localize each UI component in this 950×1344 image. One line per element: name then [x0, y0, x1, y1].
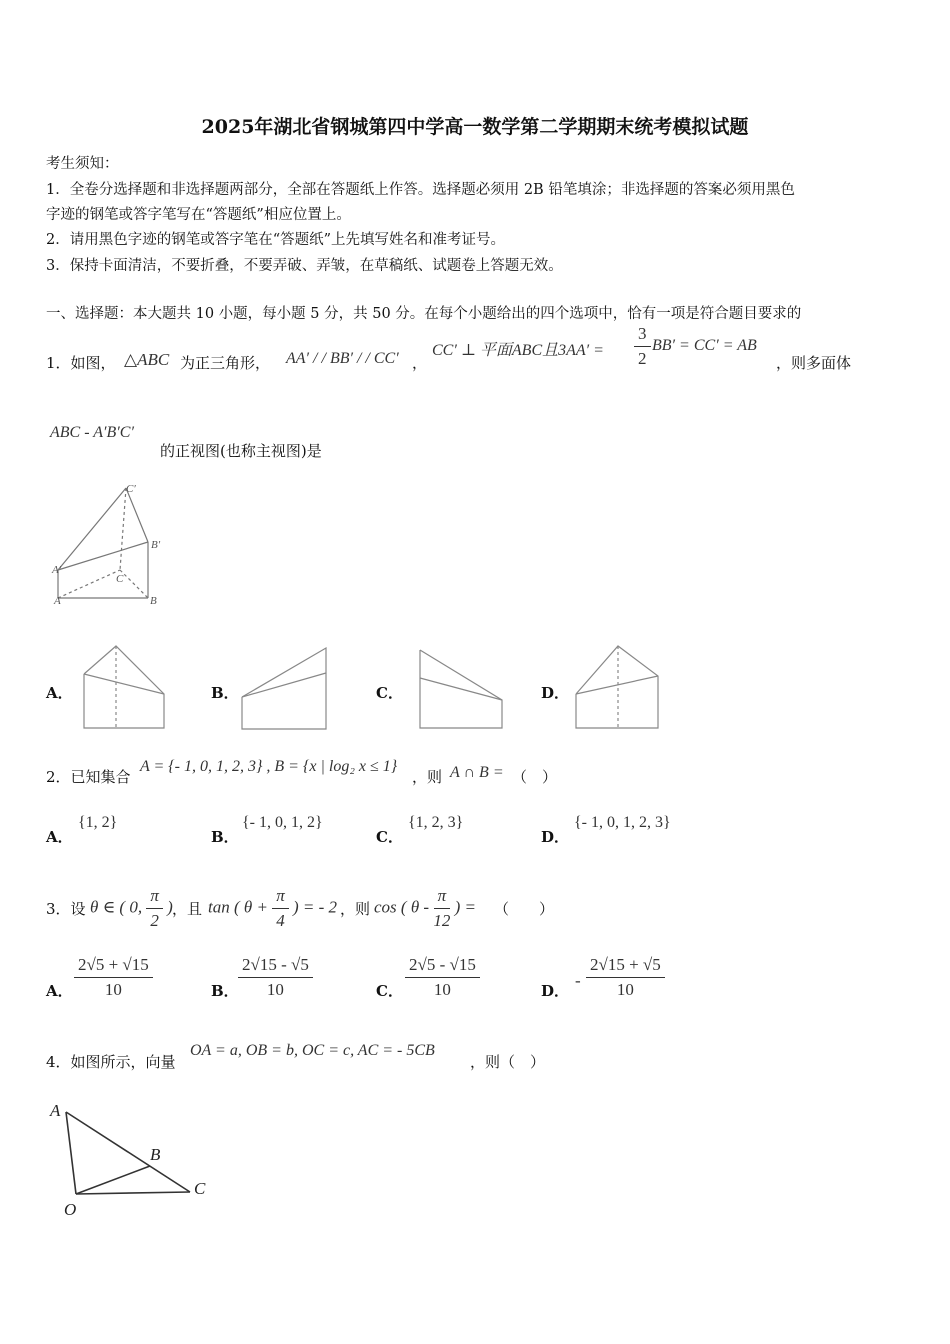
q3-math-theta [90, 886, 173, 931]
q3-tan-num: π [272, 886, 289, 909]
q2-option-c-label[interactable]: C． [376, 828, 403, 846]
q2-text-2: ，则 [412, 768, 443, 786]
q1-text-1: 如图， [70, 354, 116, 372]
q3-theta-num: π [146, 886, 163, 909]
q2-option-d-label[interactable]: D． [541, 828, 570, 846]
q2-option-c-value[interactable]: {1, 2, 3} [408, 814, 464, 831]
q1-math-parallel: AA′ / / BB′ / / CC′ [286, 350, 399, 367]
q1-option-c-label[interactable]: C． [376, 684, 403, 702]
q1-text-2: 为正三角形， [180, 354, 271, 372]
q1-option-b-figure[interactable] [240, 645, 330, 733]
q3-cos-num: π [434, 886, 451, 909]
section-heading: 一、选择题：本大题共 10 小题，每小题 5 分，共 50 分。在每个小题给出的四个选项中，恰有一项是符合题目要求的 [46, 306, 802, 322]
q1-option-a-label[interactable]: A． [46, 684, 73, 702]
q3-option-c-label[interactable]: C． [376, 982, 403, 1000]
q3-option-d-num: 2√15 + √5 [586, 955, 665, 978]
q1-frac-num: 3 [634, 324, 651, 347]
q3-cos-close: ) = [454, 897, 476, 917]
q4-number: 4． [46, 1053, 71, 1071]
q3-text-2: ，且 [172, 900, 203, 918]
q1-fig-label-cprime: C′ [126, 483, 136, 495]
q1-fig-label-aprime: A′ [52, 564, 62, 576]
q4-line [46, 1051, 176, 1072]
q3-option-d-sign: - [575, 971, 581, 990]
q4-fig-label-c: C [194, 1179, 206, 1198]
q2-option-a-value[interactable]: {1, 2} [78, 814, 118, 831]
q1-line [46, 352, 116, 373]
q1-fig-label-c: C [116, 573, 124, 585]
notice-item-3: 3．保持卡面清洁，不要折叠，不要弄破、弄皱，在草稿纸、试题卷上答题无效。 [46, 258, 563, 274]
q4-math-vectors: OA = a, OB = b, OC = c, AC = - 5CB [190, 1042, 435, 1059]
q3-line [46, 898, 86, 919]
q3-option-d-label[interactable]: D． [541, 982, 570, 1000]
q3-text-1: 设 [70, 900, 86, 918]
q1-option-c-figure[interactable] [416, 648, 506, 732]
q1-math-polyhedron: ABC - A′B′C′ [50, 424, 134, 441]
q3-option-d-value[interactable] [586, 955, 665, 1000]
q2-option-a-label[interactable]: A． [46, 828, 73, 846]
q3-theta-open: θ ∈ ( 0, [90, 897, 143, 917]
q3-text-3: ，则 [340, 900, 371, 918]
q1-fig-label-a: A [54, 595, 61, 607]
notice-item-1: 1．全卷分选择题和非选择题两部分，全部在答题纸上作答。选择题必须用 2B 铅笔填涂；非选择题的答案必须用黑色 [46, 182, 795, 198]
q3-option-a-value[interactable] [74, 955, 153, 1000]
q1-math-triangle: △ABC [124, 350, 170, 369]
q1-fig-label-bprime: B′ [151, 539, 161, 551]
q1-fig-label-b: B [150, 595, 157, 607]
q3-option-a-den: 10 [104, 980, 122, 999]
q4-vector-figure [46, 1098, 221, 1223]
notice-item-2: 2．请用黑色字迹的钢笔或答字笔在“答题纸”上先填写姓名和准考证号。 [46, 232, 506, 248]
q1-fraction [634, 324, 651, 369]
q1-option-b-label[interactable]: B． [211, 684, 239, 702]
q2-math-sets: A = {- 1, 0, 1, 2, 3} , B = {x | log₂ x ≤ 1} [140, 758, 398, 775]
q2-number: 2． [46, 768, 71, 786]
q1-math-equal: BB′ = CC′ = AB [652, 337, 757, 354]
q2-text-1: 已知集合 [70, 768, 131, 786]
q3-option-a-label[interactable]: A． [46, 982, 73, 1000]
q1-frac-den: 2 [638, 349, 647, 368]
q3-option-b-den: 10 [266, 980, 284, 999]
q1-number: 1． [46, 354, 71, 372]
q4-text-1: 如图所示，向量 [70, 1053, 176, 1071]
q3-math-tan [208, 886, 337, 931]
q4-fig-label-b: B [150, 1145, 161, 1164]
q2-option-d-value[interactable]: {- 1, 0, 1, 2, 3} [574, 814, 671, 831]
q3-number: 3． [46, 900, 71, 918]
q3-option-b-label[interactable]: B． [211, 982, 239, 1000]
q3-option-a-num: 2√5 + √15 [74, 955, 153, 978]
q4-text-2: ，则（ ） [470, 1053, 546, 1071]
q2-option-b-label[interactable]: B． [211, 828, 239, 846]
q2-text-3: （ ） [512, 768, 558, 786]
q1-text-5: 的正视图(也称主视图)是 [160, 442, 322, 460]
q4-fig-label-a: A [50, 1101, 61, 1120]
q1-option-d-label[interactable]: D． [541, 684, 570, 702]
exam-title: 2025年湖北省钢城第四中学高一数学第二学期期末统考模拟试题 [201, 116, 749, 138]
q3-option-d-den: 10 [616, 980, 634, 999]
q1-option-d-figure[interactable] [572, 642, 664, 732]
q3-tan-close: ) = - 2 [293, 897, 338, 917]
notice-heading: 考生须知： [46, 156, 119, 172]
q3-theta-close: ) [167, 897, 173, 917]
q3-math-cos [374, 886, 476, 931]
q1-text-3: ， [412, 354, 428, 372]
q3-option-c-value[interactable] [405, 955, 480, 1000]
q3-option-b-num: 2√15 - √5 [238, 955, 313, 978]
q1-polyhedron-figure [48, 478, 178, 610]
q1-text-4: ，则多面体 [776, 354, 852, 372]
q2-line [46, 766, 131, 787]
q3-cos-open: cos ( θ - [374, 897, 430, 917]
q3-option-b-value[interactable] [238, 955, 313, 1000]
q1-option-a-figure[interactable] [80, 642, 168, 732]
q2-math-intersection: A ∩ B = [450, 764, 504, 781]
q3-option-c-den: 10 [433, 980, 451, 999]
q3-text-4: （ ） [494, 900, 555, 918]
q3-option-c-num: 2√5 - √15 [405, 955, 480, 978]
q3-tan-den: 4 [276, 911, 285, 930]
notice-item-1-cont: 字迹的钢笔或答字笔写在“答题纸”相应位置上。 [46, 207, 351, 223]
q3-theta-den: 2 [150, 911, 159, 930]
q1-math-perp: CC′ ⊥ 平面ABC且3AA′ = [432, 342, 604, 359]
q4-fig-label-o: O [64, 1200, 77, 1219]
q3-cos-den: 12 [433, 911, 451, 930]
q2-option-b-value[interactable]: {- 1, 0, 1, 2} [242, 814, 323, 831]
q3-tan-open: tan ( θ + [208, 897, 268, 917]
